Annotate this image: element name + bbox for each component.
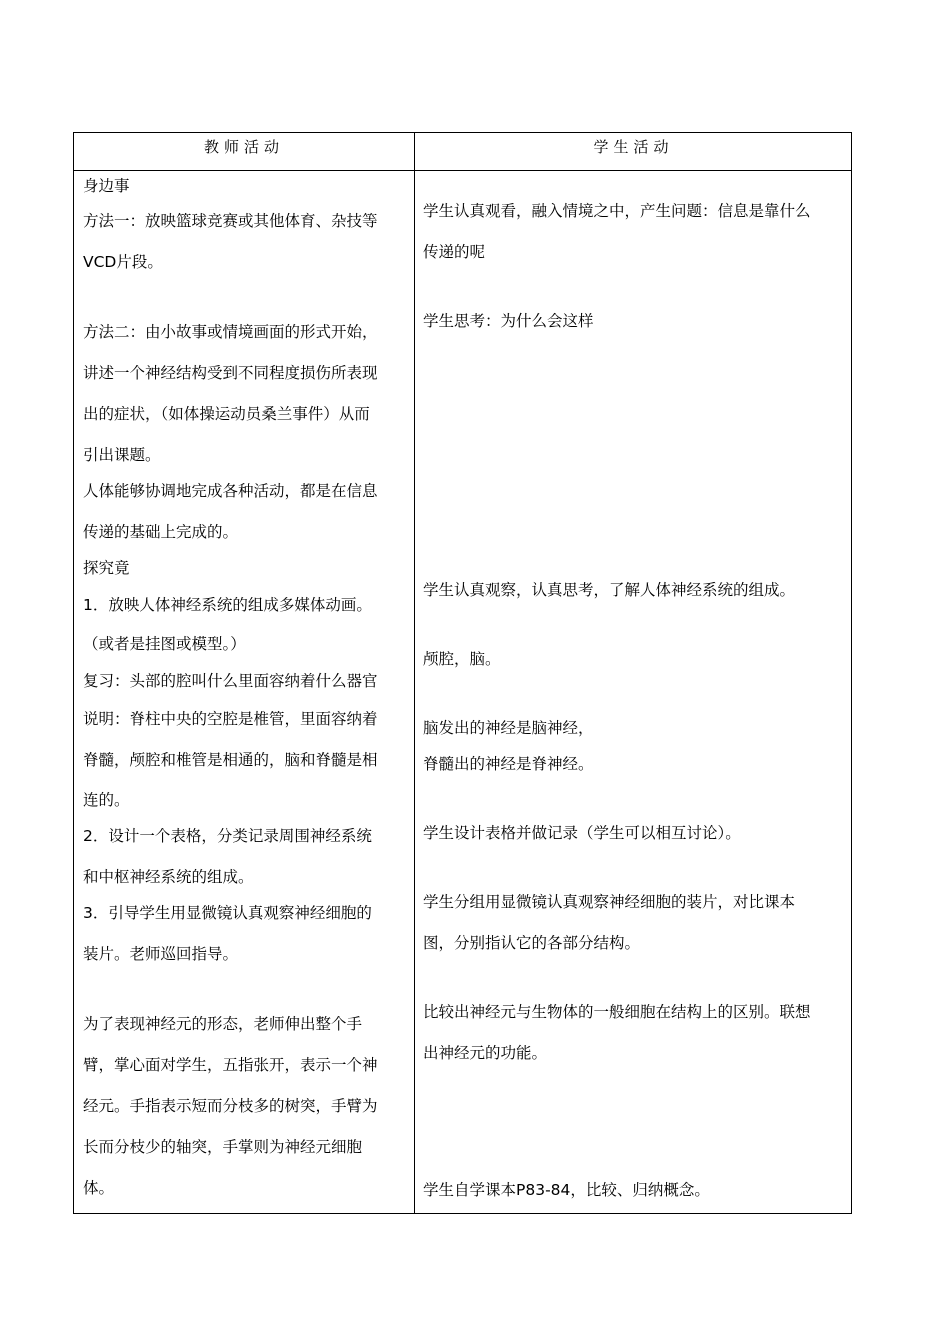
table-header-row <box>74 133 851 171</box>
teacher-line: 探究竟 <box>83 559 130 577</box>
teacher-line: 2．设计一个表格，分类记录周围神经系统 <box>83 827 372 845</box>
teacher-line: 传递的基础上完成的。 <box>83 523 239 541</box>
teacher-line: 臂，掌心面对学生，五指张开，表示一个神 <box>83 1056 378 1074</box>
student-line: 学生自学课本P83-84，比较、归纳概念。 <box>423 1181 710 1199</box>
teacher-activity-header: 教师活动 <box>203 138 284 156</box>
teacher-line: 出的症状，（如体操运动员桑兰事件）从而 <box>83 405 370 423</box>
teacher-line: 1．放映人体神经系统的组成多媒体动画。 <box>83 596 372 614</box>
student-line: 学生思考：为什么会这样 <box>423 312 594 330</box>
teacher-line: 讲述一个神经结构受到不同程度损伤所表现 <box>83 364 378 382</box>
lesson-activity-table <box>73 132 852 1214</box>
student-line: 学生设计表格并做记录（学生可以相互讨论）。 <box>423 824 741 842</box>
student-line: 脑发出的神经是脑神经， <box>423 719 594 737</box>
teacher-line: 身边事 <box>83 177 130 195</box>
teacher-line: 人体能够协调地完成各种活动，都是在信息 <box>83 482 378 500</box>
teacher-line: 方法一：放映篮球竞赛或其他体育、杂技等 <box>83 212 378 230</box>
teacher-line: 体。 <box>83 1179 115 1197</box>
teacher-line: 3．引导学生用显微镜认真观察神经细胞的 <box>83 904 372 922</box>
student-line: 学生分组用显微镜认真观察神经细胞的装片，对比课本 <box>423 893 796 911</box>
teacher-line: （或者是挂图或模型。） <box>83 635 246 653</box>
teacher-line: 长而分枝少的轴突，手掌则为神经元细胞 <box>83 1138 363 1156</box>
teacher-line: 和中枢神经系统的组成。 <box>83 868 254 886</box>
teacher-line: 引出课题。 <box>83 446 161 464</box>
teacher-line: VCD片段。 <box>83 253 163 271</box>
student-line: 颅腔，脑。 <box>423 650 501 668</box>
teacher-line: 装片。老师巡回指导。 <box>83 945 239 963</box>
student-line: 传递的呢 <box>423 243 486 261</box>
student-line: 出神经元的功能。 <box>423 1044 548 1062</box>
teacher-line: 连的。 <box>83 791 130 809</box>
student-line: 图，分别指认它的各部分结构。 <box>423 934 641 952</box>
teacher-line: 复习：头部的腔叫什么里面容纳着什么器官 <box>83 672 378 690</box>
column-divider <box>414 133 415 1213</box>
student-line: 学生认真观看，融入情境之中，产生问题：信息是靠什么 <box>423 202 811 220</box>
teacher-line: 说明：脊柱中央的空腔是椎管，里面容纳着 <box>83 710 378 728</box>
teacher-line: 方法二：由小故事或情境画面的形式开始， <box>83 323 378 341</box>
teacher-line: 为了表现神经元的形态，老师伸出整个手 <box>83 1015 363 1033</box>
student-line: 脊髓出的神经是脊神经。 <box>423 755 594 773</box>
teacher-line: 经元。手指表示短而分枝多的树突，手臂为 <box>83 1097 378 1115</box>
student-line: 比较出神经元与生物体的一般细胞在结构上的区别。联想 <box>423 1003 811 1021</box>
student-activity-header: 学生活动 <box>593 138 674 156</box>
teacher-line: 脊髓，颅腔和椎管是相通的，脑和脊髓是相 <box>83 751 378 769</box>
student-line: 学生认真观察，认真思考，了解人体神经系统的组成。 <box>423 581 796 599</box>
